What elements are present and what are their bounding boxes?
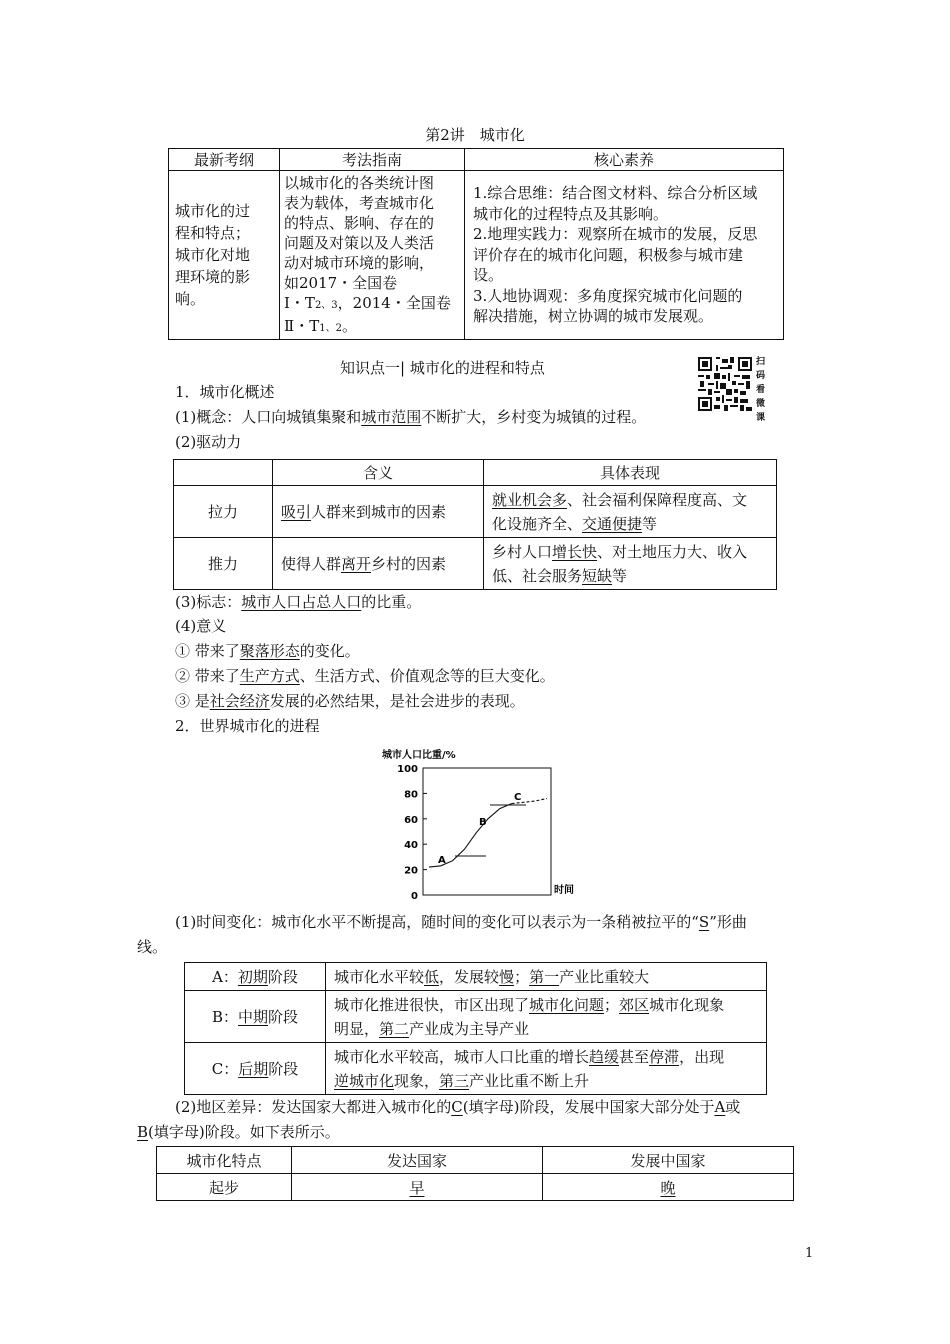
section-heading: 知识点一| 城市化的进程和特点 [340,359,545,377]
guide-cell: 以城市化的各类统计图 表为载体，考查城市化 的特点、影响、存在的 问题及对策以及人类活 动对城市环境的影响， 如2017・全国卷 Ⅰ・T2、3，2014・全国卷 Ⅱ・T1、2。 [280,171,465,340]
outline-cell: 城市化的过 程和特点； 城市化对地 理环境的影 响。 [169,171,280,340]
y-tick-label: 20 [404,865,418,877]
stage-label-b: B [479,817,487,828]
meaning-2: ② 带来了生产方式、生活方式、价值观念等的巨大变化。 [175,667,555,685]
stage-b: B：中期阶段 [185,991,326,1043]
pull-examples: 就业机会多、社会福利保障程度高、文 化设施齐全、交通便捷等 [484,486,777,538]
y-tick-label: 40 [404,840,418,852]
urbanization-chart [380,745,600,900]
meaning-3: ③ 是社会经济发展的必然结果，是社会进步的表现。 [175,692,525,710]
force-table: 含义 具体表现 拉力 吸引人群来到城市的因素 就业机会多、社会福利保障程度高、文 化设施齐全、交通便捷等 推力 使得人群离开乡村的因素 乡村人口增长快、对土地压力大、收入 低、社会服务短缺等 [173,459,777,590]
header-core: 核心素养 [465,149,784,171]
header-outline: 最新考纲 [169,149,280,171]
time-change-line: (1)时间变化：城市化水平不断提高，随时间的变化可以表示为一条稍被拉平的“S”形曲 [175,913,747,931]
page-title: 第2讲 城市化 [425,126,525,144]
header-guide: 考法指南 [280,149,465,171]
driver-line: (2)驱动力 [175,433,242,451]
chart-frame [423,768,551,895]
stage-label-a: A [438,855,446,866]
push-examples: 乡村人口增长快、对土地压力大、收入 低、社会服务短缺等 [484,538,777,590]
stage-label-c: C [514,792,522,803]
developed-start: 早 [292,1174,543,1201]
core-cell: 1.综合思维：结合图文材料、综合分析区域 城市化的过程特点及其影响。 2.地理实践力：观察所在城市的发展，反思 评价存在的城市化问题，积极参与城市建 设。 3.人地协调观：多角度探究城市化问题的 解决措施，树立协调的城市发展观。 [465,171,784,340]
stage-b-desc: 城市化推进很快，市区出现了城市化问题；郊区城市化现象 明显，第二产业成为主导产业 [326,991,767,1043]
region-line-cont: B(填字母)阶段。如下表所示。 [137,1123,340,1141]
item-overview: 1．城市化概述 [175,383,275,401]
y-tick-label: 0 [411,891,418,900]
push-force: 推力 [174,538,273,590]
concept-line: (1)概念：人口向城镇集聚和城市范围不断扩大，乡村变为城镇的过程。 [175,408,647,426]
pull-force: 拉力 [174,486,273,538]
pull-definition: 吸引人群来到城市的因素 [273,486,484,538]
qr-label: 扫 码 看 微 课 [756,357,766,423]
page-number: 1 [805,1246,814,1261]
stage-a-desc: 城市化水平较低，发展较慢；第一产业比重较大 [326,963,767,991]
overview-table [168,148,784,340]
item-world-process: 2．世界城市化的进程 [175,717,320,735]
push-definition: 使得人群离开乡村的因素 [273,538,484,590]
chart-title: 城市人口比重/% [382,750,456,761]
compare-table: 城市化特点 发达国家 发展中国家 起步 早 晚 [156,1146,794,1201]
time-change-cont: 线。 [137,938,168,956]
mark-line: (3)标志：城市人口占总人口的比重。 [175,593,422,611]
meaning-1: ① 带来了聚落形态的变化。 [175,642,360,660]
developing-start: 晚 [543,1174,794,1201]
row-start: 起步 [157,1174,292,1201]
y-tick-label: 60 [404,814,418,826]
y-tick-label: 100 [397,764,418,775]
stage-c-desc: 城市化水平较高，城市人口比重的增长趋缓甚至停滞，出现 逆城市化现象，第三产业比重不断上升 [326,1043,767,1095]
region-line: (2)地区差异：发达国家大都进入城市化的C(填字母)阶段，发展中国家大部分处于A或 [175,1098,741,1116]
stage-a: A：初期阶段 [185,963,326,991]
stage-table [184,962,767,1095]
chart-x-label: 时间 [554,885,574,896]
stage-c: C：后期阶段 [185,1043,326,1095]
qr-code-icon[interactable] [696,355,754,413]
meaning-line: (4)意义 [175,617,227,635]
y-tick-label: 80 [404,789,418,801]
